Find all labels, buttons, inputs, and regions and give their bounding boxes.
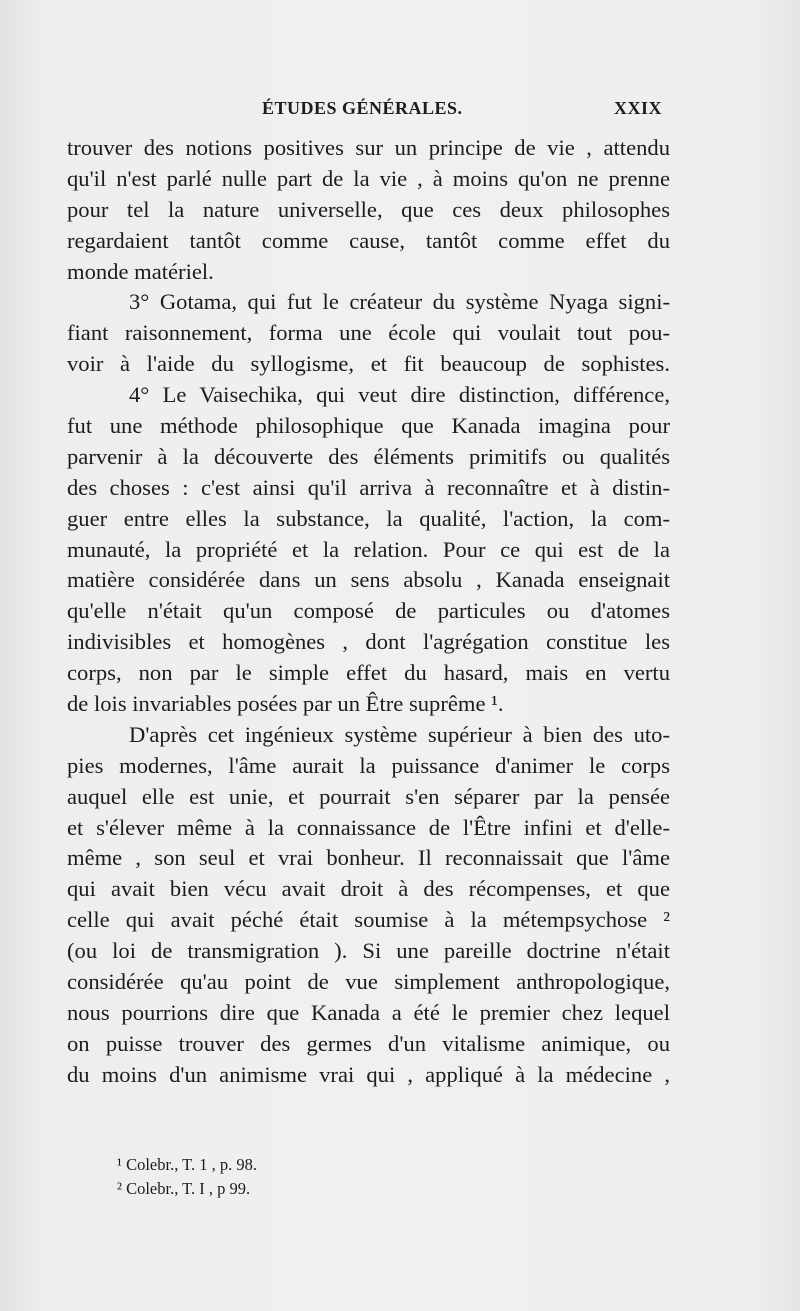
text-line: regardaient tantôt comme cause, tantôt comme effet du <box>67 227 670 253</box>
text-line: du moins d'un animisme vrai qui , appliqué à la médecine , <box>67 1061 670 1087</box>
text-line: parvenir à la découverte des éléments primitifs ou qualités <box>67 443 670 469</box>
text-line: 3° Gotama, qui fut le créateur du système Nyaga signi- <box>129 289 670 315</box>
body-text <box>67 133 670 1091</box>
paragraph <box>67 133 670 287</box>
running-header <box>262 98 662 132</box>
text-line: de lois invariables posées par un Être suprême ¹. <box>67 691 504 717</box>
text-line: fiant raisonnement, forma une école qui voulait tout pou- <box>67 320 670 346</box>
footnote: ¹ Colebr., T. 1 , p. 98. <box>117 1155 258 1174</box>
text-line: pies modernes, l'âme aurait la puissance d'animer le corps <box>67 752 670 778</box>
text-line: trouver des notions positives sur un principe de vie , attendu <box>67 135 670 160</box>
text-line: pour tel la nature universelle, que ces deux philosophes <box>67 196 670 222</box>
text-line: (ou loi de transmigration ). Si une pareille doctrine n'était <box>67 938 670 964</box>
text-line: nous pourrions dire que Kanada a été le premier chez lequel <box>67 999 670 1025</box>
paragraph <box>67 380 670 720</box>
text-line: qu'il n'est parlé nulle part de la vie , à moins qu'on ne prenne <box>67 165 670 191</box>
text-line: des choses : c'est ainsi qu'il arriva à reconnaître et à distin- <box>67 474 670 500</box>
text-line: monde matériel. <box>67 258 214 284</box>
text-line: qui avait bien vécu avait droit à des récompenses, et que <box>67 876 670 902</box>
text-line: auquel elle est unie, et pourrait s'en séparer par la pensée <box>67 783 670 809</box>
text-line: indivisibles et homogènes , dont l'agrégation constitue les <box>67 629 670 655</box>
text-line: corps, non par le simple effet du hasard, mais en vertu <box>67 660 670 686</box>
text-line: 4° Le Vaisechika, qui veut dire distinction, différence, <box>129 382 670 408</box>
text-line: fut une méthode philosophique que Kanada imagina pour <box>67 413 670 439</box>
page-number: XXIX <box>613 98 662 118</box>
footnotes <box>117 1153 517 1201</box>
text-line: on puisse trouver des germes d'un vitalisme animique, ou <box>67 1030 670 1056</box>
text-line: celle qui avait péché était soumise à la métempsychose ² <box>67 907 670 933</box>
footnote: ² Colebr., T. I , p 99. <box>117 1179 251 1198</box>
text-line: voir à l'aide du syllogisme, et fit beaucoup de sophistes. <box>67 351 670 377</box>
paragraph <box>67 287 670 380</box>
text-line: même , son seul et vrai bonheur. Il reconnaissait que l'âme <box>67 845 670 871</box>
paragraph <box>67 720 670 1091</box>
text-line: guer entre elles la substance, la qualité, l'action, la com- <box>67 505 670 531</box>
text-line: D'après cet ingénieux système supérieur à bien des uto- <box>129 721 670 747</box>
text-line: matière considérée dans un sens absolu , Kanada enseignait <box>67 567 670 593</box>
text-line: munauté, la propriété et la relation. Pour ce qui est de la <box>67 536 670 562</box>
running-title: ÉTUDES GÉNÉRALES. <box>262 98 463 118</box>
text-line: considérée qu'au point de vue simplement anthropologique, <box>67 969 670 995</box>
text-line: qu'elle n'était qu'un composé de particules ou d'atomes <box>67 598 670 624</box>
text-line: et s'élever même à la connaissance de l'Être infini et d'elle- <box>67 814 670 840</box>
